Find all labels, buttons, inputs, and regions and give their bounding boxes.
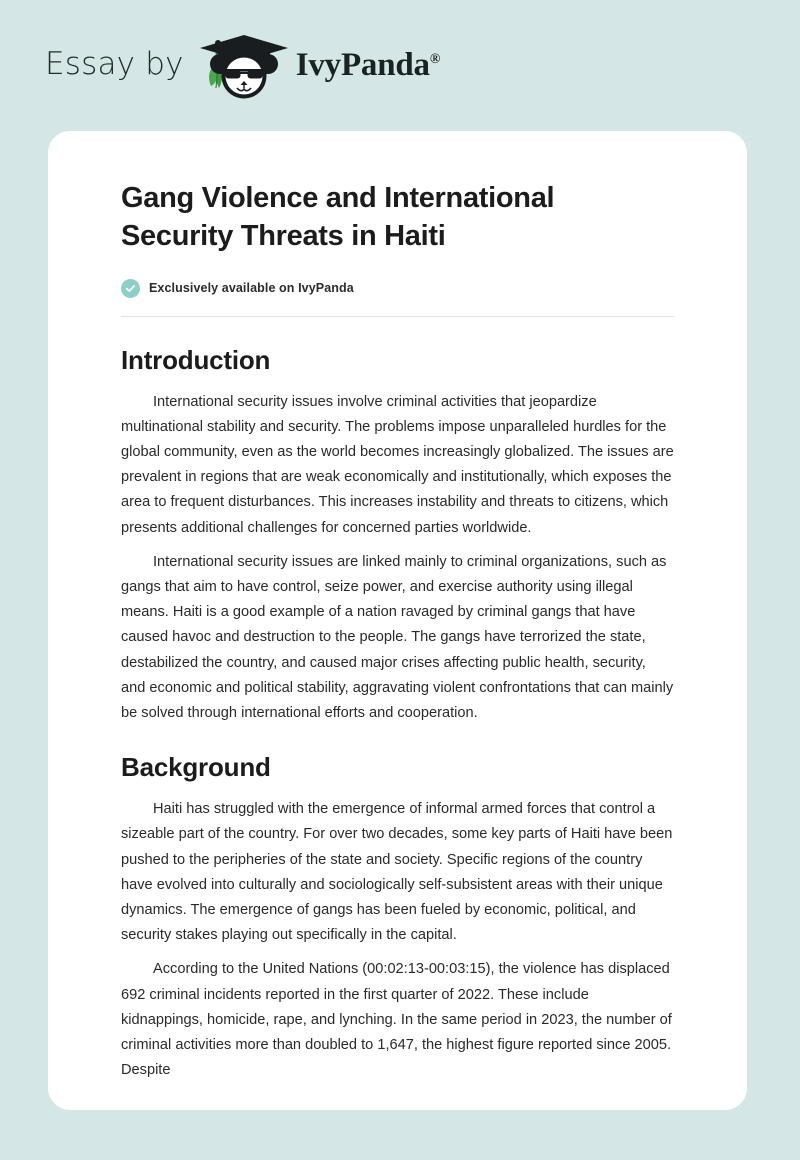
essay-card <box>48 131 747 1110</box>
site-header <box>0 0 800 131</box>
section-heading-introduction: Introduction <box>121 344 271 375</box>
registered-trademark-icon: ® <box>429 52 441 67</box>
brand-name-text: IvyPanda <box>295 47 430 83</box>
paragraph: Haiti has struggled with the emergence of informal armed forces that control a sizeable part of the country. For over two decades, some key parts of Haiti have been pushed to the peripheries of the state and society. Specific regions of the country have evolved into culturally and sociologically self-subsistent areas with their unique dynamics. The emergence of gangs has been fueled by economic, political, and security stakes playing out specifically in the capital. <box>121 801 673 944</box>
essay-by-label: Essay by <box>45 46 184 82</box>
check-circle-icon <box>121 279 140 298</box>
paragraph: International security issues are linked mainly to criminal organizations, such as gangs that aim to have control, seize power, and exercise authority using illegal means. Haiti is a good example of a nation ravaged by criminal gangs that have caused havoc and destruction to the people. The gangs have terrorized the state, destabilized the country, and caused major crises affecting public health, security, and economic and political stability, aggravating violent confrontations that can mainly be solved through international efforts and cooperation. <box>121 553 674 721</box>
paragraph: International security issues involve criminal activities that jeopardize multinational stability and security. The problems impose unparalleled hurdles for the global community, even as the world becomes increasingly globalized. The issues are prevalent in regions that are weak economically and institutionally, which exposes the area to frequent disturbances. This increases instability and threats to citizens, which presents additional challenges for concerned parties worldwide. <box>121 393 674 536</box>
header-divider <box>121 316 674 317</box>
brand-wordmark <box>296 49 440 82</box>
paragraph: According to the United Nations (00:02:13-00:03:15), the violence has displaced 692 criminal incidents reported in the first quarter of 2022. These include kidnappings, homicide, rape, and lynching. In the same period in 2023, the number of criminal activities more than doubled to 1,647, the highest figure reported since 2005. Despite <box>121 961 672 1079</box>
page-title: Gang Violence and International Security Threats in Haiti <box>121 182 555 253</box>
brand-lockup[interactable] <box>45 31 440 101</box>
panda-graduate-logo-icon <box>196 31 292 101</box>
essay-content <box>121 179 674 1083</box>
section-heading-background: Background <box>121 752 271 783</box>
status-badge-label: Exclusively available on IvyPanda <box>149 281 354 296</box>
status-badge <box>121 279 674 298</box>
